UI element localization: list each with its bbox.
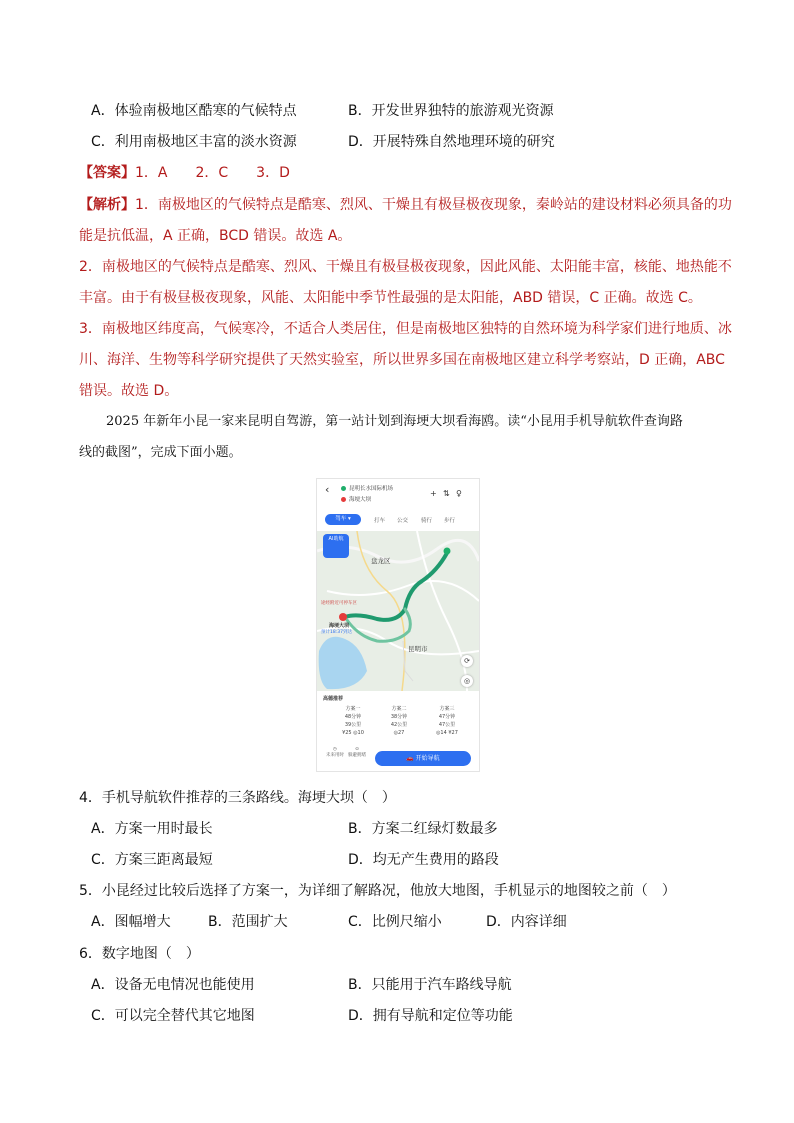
plan-3-extra: ◎14 ¥27 xyxy=(436,730,458,736)
city-label: 昆明市 xyxy=(408,645,428,653)
option-c: C．利用南极地区丰富的淡水资源 xyxy=(91,134,297,150)
intro-line-2: 线的截图”，完成下面小题。 xyxy=(79,445,242,460)
option-b: B．开发世界独特的旅游观光资源 xyxy=(348,103,554,119)
route-header xyxy=(317,479,479,531)
analysis-line-7: 错误。故选 D。 xyxy=(79,383,179,399)
intro-line-1: 2025 年新年小昆一家来昆明自驾游，第一站计划到海埂大坝看海鸥。读“小昆用手机导航软件查询路 xyxy=(106,414,683,429)
tab-taxi[interactable]: 打车 xyxy=(374,518,386,524)
destination-label: 海埂大坝 xyxy=(329,623,350,629)
question-4-option-c: C．方案三距离最短 xyxy=(91,852,213,868)
plan-1-name: 方案一 xyxy=(345,706,361,712)
plan-card-2[interactable] xyxy=(379,705,419,737)
plan-1-dist: 39公里 xyxy=(344,722,362,728)
plan-3-name: 方案三 xyxy=(439,706,455,712)
origin-dot-icon xyxy=(341,486,346,491)
avoid-traffic-button[interactable]: ⊙ 躲避拥堵 xyxy=(348,747,366,758)
question-6-option-c: C．可以完全替代其它地图 xyxy=(91,1008,255,1024)
plan-2-time: 38分钟 xyxy=(390,714,408,720)
plan-2-extra: ◎27 xyxy=(393,730,405,736)
plan-card-1[interactable] xyxy=(333,705,373,737)
tab-transit[interactable]: 公交 xyxy=(397,518,409,524)
question-4-option-a: A．方案一用时最长 xyxy=(91,821,213,837)
question-5-option-b: B．范围扩大 xyxy=(208,914,288,930)
plan-2-dist: 42公里 xyxy=(390,722,408,728)
voice-icon[interactable]: ♀ xyxy=(456,489,462,498)
analysis-label: 【解析】 xyxy=(79,197,135,213)
future-time-label: 未来用时 xyxy=(326,753,344,758)
avoid-traffic-label: 躲避拥堵 xyxy=(348,753,366,758)
analysis-line-4: 丰富。由于有极昼极夜现象，风能、太阳能中季节性最强的是太阳能，ABD 错误，C 正确。故选 C。 xyxy=(79,290,702,306)
analysis-line-3: 2．南极地区的气候特点是酷寒、烈风、干燥且有极昼极夜现象，因此风能、太阳能丰富，核能、地热能不 xyxy=(79,259,732,275)
answer-line xyxy=(79,164,290,182)
question-6-stem: 6．数字地图（ ） xyxy=(79,946,200,962)
start-marker xyxy=(444,548,451,555)
question-6-option-a: A．设备无电情况也能使用 xyxy=(91,977,255,993)
plan-3-time: 47分钟 xyxy=(438,714,456,720)
option-a: A．体验南极地区酷寒的气候特点 xyxy=(91,103,297,119)
parking-hint: 途经附近可停车区 xyxy=(321,601,357,606)
analysis-line-1 xyxy=(79,196,732,214)
option-d: D．开展特殊自然地理环境的研究 xyxy=(348,134,555,150)
destination-dot-icon xyxy=(341,497,346,502)
plan-card-3[interactable] xyxy=(427,705,467,737)
plan-2-name: 方案二 xyxy=(391,706,407,712)
refresh-icon[interactable]: ⟳ xyxy=(461,655,473,667)
analysis-line-5: 3．南极地区纬度高，气候寒冷，不适合人类居住，但是南极地区独特的自然环境为科学家们进行地质、冰 xyxy=(79,321,732,337)
analysis-line-2: 能是抗低温，A 正确，BCD 错误。故选 A。 xyxy=(79,228,352,244)
plan-1-extra: ¥25 ◎10 xyxy=(342,730,364,736)
add-waypoint-icon[interactable]: + xyxy=(430,489,437,498)
start-navigation-button[interactable]: 🚗 开始导航 xyxy=(375,751,471,766)
recommend-label: 高德推荐 xyxy=(323,696,344,702)
tab-drive[interactable]: 驾车 ▾ xyxy=(325,514,361,525)
plan-1-time: 48分钟 xyxy=(344,714,362,720)
future-time-button[interactable]: ◷ 未来用时 xyxy=(326,747,344,758)
end-marker xyxy=(339,613,347,621)
answer-label: 【答案】 xyxy=(79,165,135,181)
back-icon[interactable]: ‹ xyxy=(325,483,330,496)
ai-badge[interactable]: AI助航 xyxy=(323,534,349,558)
question-5-option-a: A．图幅增大 xyxy=(91,914,171,930)
question-5-option-c: C．比例尺缩小 xyxy=(348,914,442,930)
question-4-stem: 4．手机导航软件推荐的三条路线。海埂大坝（ ） xyxy=(79,790,396,806)
question-4-option-b: B．方案二红绿灯数最多 xyxy=(348,821,498,837)
tab-walk[interactable]: 步行 xyxy=(444,518,456,524)
navigation-app-screenshot xyxy=(316,478,480,772)
question-6-option-d: D．拥有导航和定位等功能 xyxy=(348,1008,513,1024)
origin-field[interactable]: 昆明长水国际机场 xyxy=(349,486,394,492)
question-5-stem: 5．小昆经过比较后选择了方案一，为详细了解路况，他放大地图，手机显示的地图较之前（ ） xyxy=(79,883,676,899)
route-plans-panel xyxy=(317,691,479,771)
answer-text: 1．A 2．C 3．D xyxy=(135,165,290,181)
question-4-option-d: D．均无产生费用的路段 xyxy=(348,852,499,868)
question-5-option-d: D．内容详细 xyxy=(486,914,567,930)
swap-icon[interactable]: ⇅ xyxy=(443,489,450,498)
question-6-option-b: B．只能用于汽车路线导航 xyxy=(348,977,512,993)
plan-3-dist: 47公里 xyxy=(438,722,456,728)
eta-label: 预计18:37到达 xyxy=(321,630,352,635)
locate-icon[interactable]: ◎ xyxy=(461,675,473,687)
analysis-line-6: 川、海洋、生物等科学研究提供了天然实验室，所以世界多国在南极地区建立科学考察站，D 正确，ABC xyxy=(79,352,725,368)
tab-bike[interactable]: 骑行 xyxy=(421,518,433,524)
destination-field[interactable]: 海埂大坝 xyxy=(349,497,372,503)
district-label: 盘龙区 xyxy=(371,557,391,565)
analysis-text: 1．南极地区的气候特点是酷寒、烈风、干燥且有极昼极夜现象，秦岭站的建设材料必须具备的功 xyxy=(135,197,732,213)
